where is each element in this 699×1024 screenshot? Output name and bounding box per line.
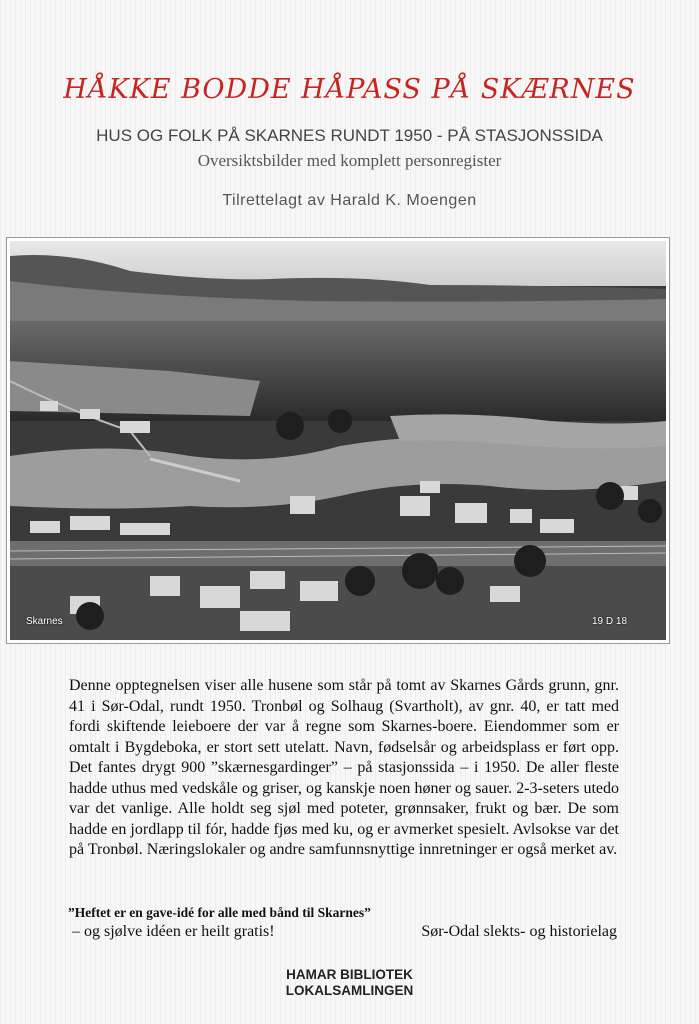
gift-quote: ”Heftet er en gave-idé for alle med bånd til Skarnes” xyxy=(68,905,371,920)
subtitle-secondary: Oversiktsbilder med komplett personregister xyxy=(197,151,502,170)
aerial-photo-image xyxy=(10,241,666,640)
library-name: HAMAR BIBLIOTEK xyxy=(286,967,413,982)
body-paragraph: Denne opptegnelsen viser alle husene som står på tomt av Skarnes Gårds grunn, gnr. 41 i Sør-Odal, rundt 1950. Tronbøl og Solhaug (Svartholt), av gnr. 40, er tatt med fordi skiftende leieboere der var å regne som Skarnes-boere. Eiendommer som er omtalt i Bygdeboka, er stort sett utelatt. Navn, fødselsår og arbeidsplass er ført opp. Det fantes drygt 900 ”skærnesgardinger” – på stasjonssida – i 1950. De aller fleste hadde uthus med vedskåle og griser, og kanskje noen høner og sauer. 2-3-seters utedo var det vanlige. Alle holdt seg sjøl med poteter, grønnsaker, frukt og bær. De som hadde en jordlapp til fór, hadde fjøs med ku, og er avmerket spesielt. Avlsokse var det på Tronbøl. Næringslokaler og andre samfunnsnyttige innretninger er også merket av. xyxy=(69,677,619,858)
aerial-photo xyxy=(6,237,670,644)
library-collection: LOKALSAMLINGEN xyxy=(285,983,414,998)
photo-caption-place: Skarnes xyxy=(26,616,63,627)
subtitle: HUS OG FOLK PÅ SKARNES RUNDT 1950 - PÅ STASJONSSIDA xyxy=(96,126,603,145)
byline: Tilrettelagt av Harald K. Moengen xyxy=(222,192,477,209)
library-stamp xyxy=(0,967,699,999)
publisher: Sør-Odal slekts- og historielag xyxy=(421,923,617,940)
free-note: – og sjølve idéen er heilt gratis! xyxy=(72,923,275,940)
page-title: HÅKKE BODDE HÅPASS PÅ SKÆRNES xyxy=(63,74,636,105)
photo-caption-code: 19 D 18 xyxy=(592,616,628,627)
